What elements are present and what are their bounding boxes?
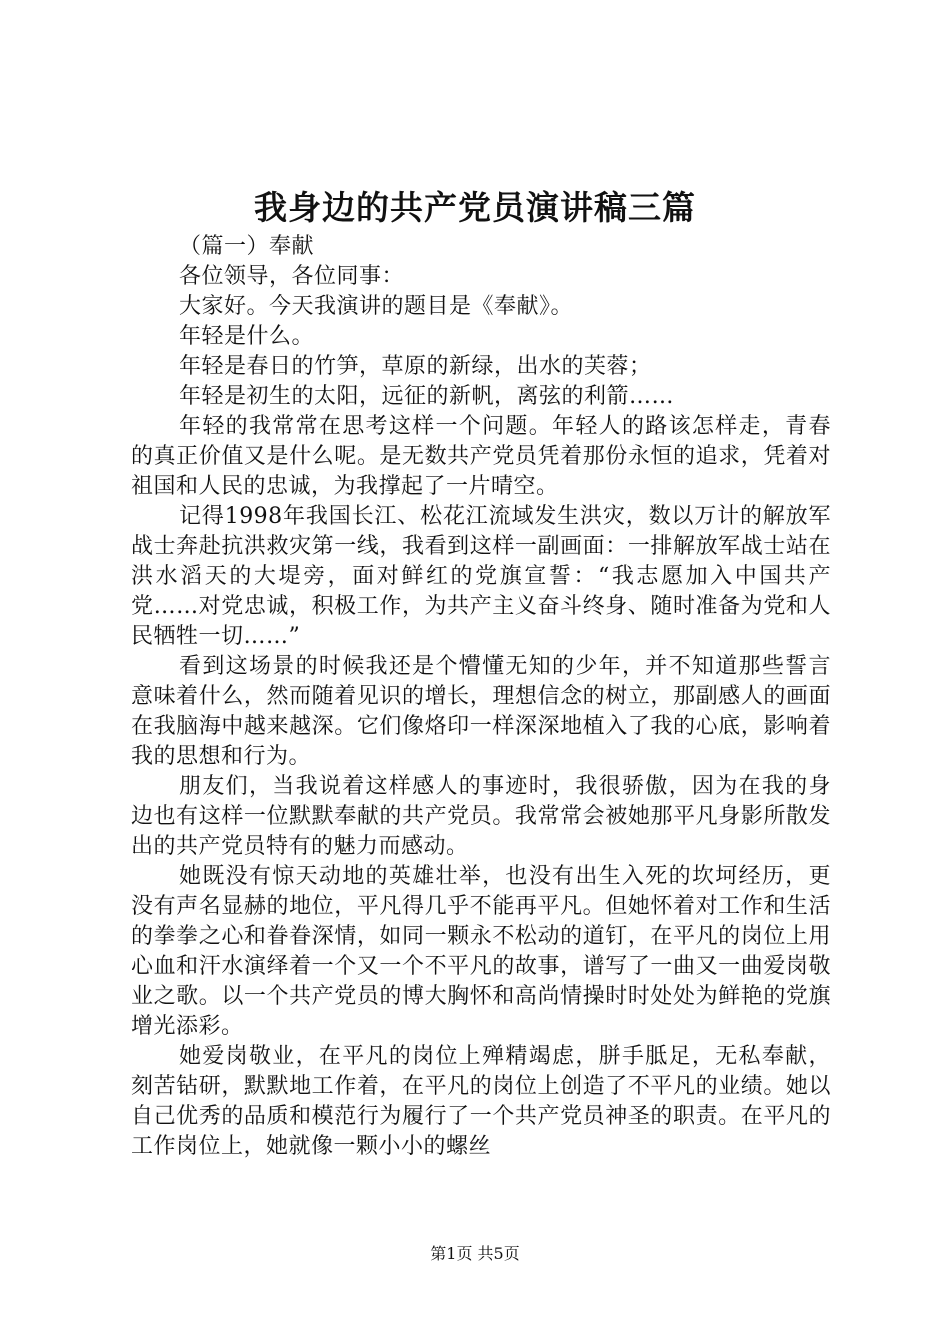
paragraph: 朋友们，当我说着这样感人的事迹时，我很骄傲，因为在我的身边也有这样一位默默奉献的共产党员。我常常会被她那平凡身影所散发出的共产党员特有的魅力而感动。 [131, 774, 831, 859]
paragraph-section-heading: （篇一）奉献 [179, 234, 315, 259]
document-body [131, 232, 831, 1162]
document-title: 我身边的共产党员演讲稿三篇 [254, 188, 696, 227]
paragraph: 年轻的我常常在思考这样一个问题。年轻人的路该怎样走，青春的真正价值又是什么呢。是无数共产党员凭着那份永恒的追求，凭着对祖国和人民的忠诚，为我撑起了一片晴空。 [131, 414, 831, 499]
paragraph: 记得1998年我国长江、松花江流域发生洪灾，数以万计的解放军战士奔赴抗洪救灾第一线，我看到这样一副画面：一排解放军战士站在洪水滔天的大堤旁，面对鲜红的党旗宣誓：“我志愿加入中国共产党……对党忠诚，积极工作，为共产主义奋斗终身、随时准备为党和人民牺牲一切……” [131, 504, 831, 649]
paragraph-intro: 大家好。今天我演讲的题目是《奉献》。 [179, 294, 574, 319]
page-number: 第1页 共5页 [430, 1244, 520, 1263]
paragraph: 她爱岗敬业，在平凡的岗位上殚精竭虑，胼手胝足，无私奉献，刻苦钻研，默默地工作着，在平凡的岗位上创造了不平凡的业绩。她以自己优秀的品质和模范行为履行了一个共产党员神圣的职责。在平凡的工作岗位上，她就像一颗小小的螺丝 [131, 1044, 831, 1159]
paragraph: 年轻是春日的竹笋，草原的新绿，出水的芙蓉； [179, 354, 652, 379]
paragraph-greeting: 各位领导，各位同事： [179, 264, 405, 289]
paragraph: 年轻是初生的太阳，远征的新帆，离弦的利箭…… [179, 384, 675, 409]
paragraph: 看到这场景的时候我还是个懵懂无知的少年，并不知道那些誓言意味着什么，然而随着见识的增长，理想信念的树立，那副感人的画面在我脑海中越来越深。它们像烙印一样深深地植入了我的心底，影响着我的思想和行为。 [131, 654, 831, 769]
paragraph: 年轻是什么。 [179, 324, 315, 349]
paragraph: 她既没有惊天动地的英雄壮举，也没有出生入死的坎坷经历，更没有声名显赫的地位，平凡得几乎不能再平凡。但她怀着对工作和生活的拳拳之心和眷眷深情，如同一颗永不松动的道钉，在平凡的岗位上用心血和汗水演绎着一个又一个不平凡的故事，谱写了一曲又一曲爱岗敬业之歌。以一个共产党员的博大胸怀和高尚情操时时处处为鲜艳的党旗增光添彩。 [131, 864, 831, 1039]
